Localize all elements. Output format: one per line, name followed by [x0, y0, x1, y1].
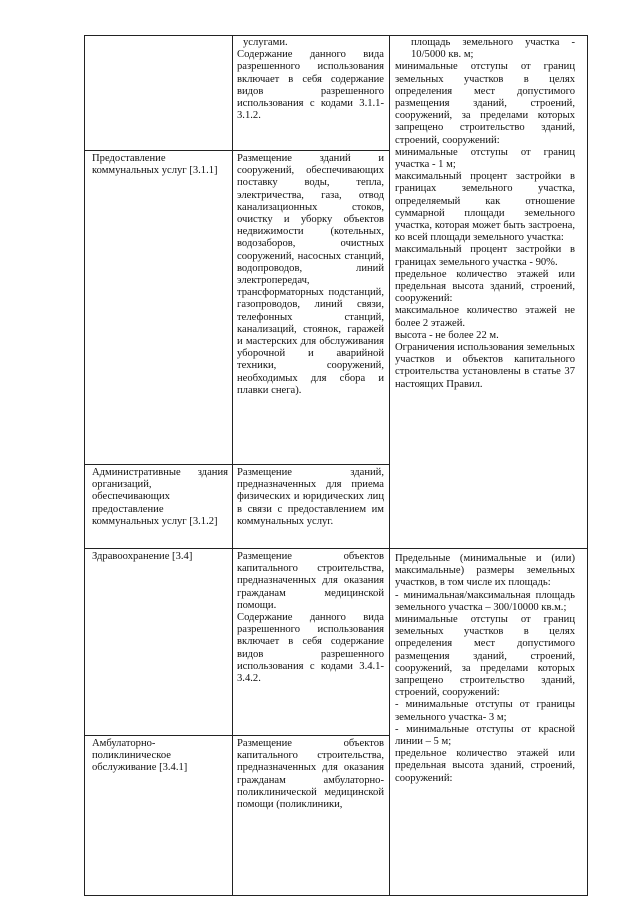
row-1-name: Предоставление коммунальных услуг [3.1.1] [92, 153, 218, 177]
row-4-description: Размещение объектов капитального строительства, предназначенных для оказания гражданам амбулаторно-поликлинической медицинской помощи (поликлиники, [237, 738, 384, 811]
column-divider-2 [389, 35, 390, 895]
row-divider-2 [84, 464, 389, 465]
row-2-name: Административные здания организаций, обеспечивающих предоставление коммунальных услуг [3.1.2] [92, 467, 228, 527]
table-border-top [84, 35, 588, 36]
document-page [84, 35, 588, 895]
column-divider-1 [232, 35, 233, 895]
parameters-block-2: Предельные (минимальные и (или) максимальные) размеры земельных участков, в том числе их площадь: - минимальная/максимальная площадь земельного участка – 300/10000 кв.м.; минимальные отступы от границ земельных участков в целях определения мест допустимого размещения зданий, строений, сооружений, за пределами которых запрещено строительство зданий, строений, сооружений: - минимальные отступы от границы земельного участка- 3 м; - минимальные отступы от красной линии – 5 м; предельное количество этажей или предельная высота зданий, строений, сооружений: [395, 553, 575, 784]
table-border-bottom [84, 895, 588, 896]
row-3-name: Здравоохранение [3.4] [92, 551, 193, 562]
row-divider-4 [84, 735, 389, 736]
row-divider-1 [84, 150, 389, 151]
row-2-description: Размещение зданий, предназначенных для приема физических и юридических лиц в связи с предоставлением им коммунальных услуг. [237, 467, 384, 527]
row-divider-3 [84, 548, 588, 549]
row-4-name: Амбулаторно-поликлиническое обслуживание [3.4.1] [92, 738, 188, 774]
table-border-left [84, 35, 85, 895]
parameters-block-1: площадь земельного участка - 10/5000 кв. м; минимальные отступы от границ земельных участков в целях определения мест допустимого размещения зданий, строений, сооружений, за пределами которых запрещено строительство зданий, строений, сооружений: минимальные отступы от границ участка - 1 м; максимальный процент застройки в границах земельного участка, определяемый как отношение суммарной площади земельного участка, которая может быть застроена, ко всей площади земельного участка: максимальный процент застройки в границах земельного участка - 90%. предельное количество этажей или предельная высота зданий, строений, сооружений: максимальное количество этажей не более 2 этажей. высота - не более 22 м. Ограничения использования земельных участков и объектов капитального строительства установлены в статье 37 настоящих Правил. [395, 37, 575, 390]
row-1-description: Размещение зданий и сооружений, обеспечивающих поставку воды, тепла, электричества, газа, отвод канализационных стоков, очистку и уборку объектов недвижимости (котельных, водозаборов, очистных сооружений, насосных станций, водопроводов, линий электропередач, трансформаторных подстанций, газопроводов, линий связи, телефонных станций, канализаций, стоянок, гаражей и мастерских для обслуживания уборочной и аварийной техники, сооружений, необходимых для сбора и плавки снега). [237, 153, 384, 396]
table-border-right [587, 35, 588, 895]
row-3-description: Размещение объектов капитального строительства, предназначенных для оказания гражданам медицинской помощи. Содержание данного вида разрешенного использования включает в себя содержание видов разрешенного использования с кодами 3.4.1-3.4.2. [237, 551, 384, 685]
row-0-description: услугами. Содержание данного вида разрешенного использования включает в себя содержание видов разрешенного использования с кодами 3.1.1-3.1.2. [237, 37, 384, 122]
